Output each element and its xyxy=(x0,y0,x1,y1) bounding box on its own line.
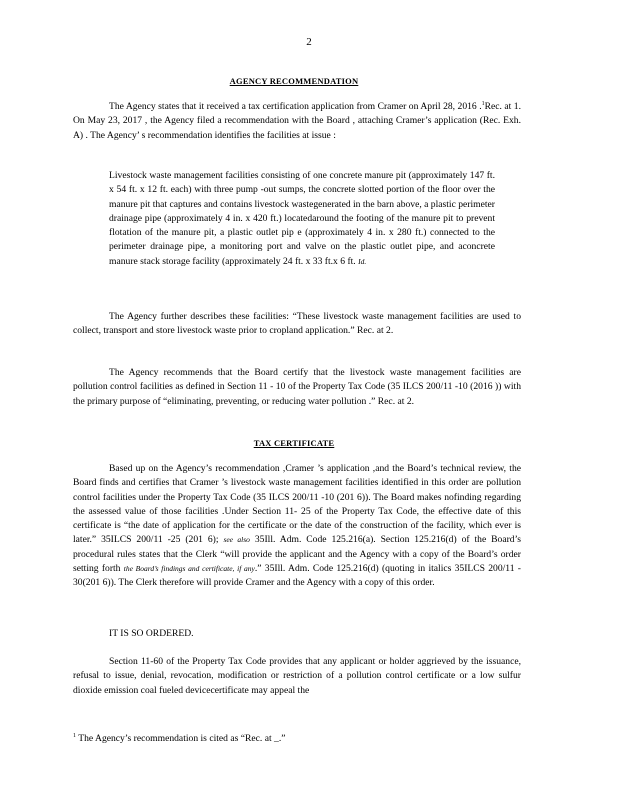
certificate-paragraph-3: Section 11-60 of the Property Tax Code provides that any applicant or holder aggrieved by the issuance, refusal to issue, denial, revocation, modification or restriction of a pollution control certificate or a low sulfur dioxide emission coal fueled devicecertificate may appeal the xyxy=(73,656,521,696)
block-quote-text: Livestock waste management facilities consisting of one concrete manure pit (approximately 147 ft. x 54 ft. x 12 ft. each) with three pump -out sumps, the concrete slotted portion of the floor over the manure pit that captures and contains livestock wastegenerated in the barn above, a plastic perimeter drainage pipe (approximately 4 in. x 420 ft.) locatedaround the footing of the manure pit to prevent flotation of the manure pit, a plastic outlet pip e (approximately 4 in. x 280 ft.) connected to the perimeter drainage pipe, a monitoring port and valve on the plastic outlet pipe, and aconcrete manure stack storage facility (approximately 24 ft. x 33 ft.x 6 ft. xyxy=(109,170,495,267)
cert-p1-see-also: see also xyxy=(223,535,250,545)
tax-certificate-heading-text: TAX CERTIFICATE xyxy=(253,438,335,448)
footnote-mark: 1 xyxy=(73,732,76,739)
footnote-reference: 1 xyxy=(481,100,485,107)
tax-certificate-heading xyxy=(0,438,618,448)
agency-recommendation-heading xyxy=(0,76,618,86)
certificate-paragraph-1 xyxy=(73,462,521,591)
agency-p1-text-a: The Agency states that it received a tax certification application from Cramer on April 28, 2016 . xyxy=(109,101,482,112)
agency-recommendation-heading-text: AGENCY RECOMMENDATION xyxy=(229,76,359,86)
cert-p1-text-b: 35Ill. Adm. Code 125.216(a). Section 125.216(d) of the Board’s procedural rules states that the Clerk “will provide the applicant and the Agency with a copy of the Board’s order setting forth xyxy=(73,534,521,575)
agency-paragraph-2: The Agency further describes these facilities: “These livestock waste management facilities are used to collect, transport and store livestock waste prior to cropland application.” Rec. at 2. xyxy=(73,311,521,337)
agency-paragraph-1 xyxy=(73,100,521,143)
cert-p1-text-c: .” 35Ill. Adm. Code 125.216(d) (quoting in italics 35ILCS 200/11 - 30(201 6)). The Clerk therefore will provide Cramer and the Agency with a copy of this order. xyxy=(73,563,521,589)
cert-p1-text-a: Based up on the Agency’s recommendation ,Cramer ’s application ,and the Board’s technical review, the Board finds and certifies that Cramer ’s livestock waste management facilities identified in this order are pollution control facilities under the Property Tax Code (35 ILCS 200/11 -10 (201 6)). The Board makes nofinding regarding the assessed value of those facilities .Under Section 11- 25 of the Property Tax Code, the effective date of this certificate is “the date of application for the certificate or the date of the construction of the facility, which ever is later.” 35ILCS 200/11 -25 (201 6); xyxy=(73,463,521,546)
block-quote-cite: Id. xyxy=(358,256,367,266)
agency-p1-text-b: Rec. at 1. On May 23, 2017 , the Agency filed a recommendation with the Board , attaching Cramer’s application (Rec. Exh. A) . The Agency’ s recommendation identifies the facilities at issue : xyxy=(73,101,521,141)
footnote-text: The Agency’s recommendation is cited as “Rec. at _.” xyxy=(78,733,286,744)
cert-p1-italic-quote: the Board’s findings and certificate, if any xyxy=(123,564,255,574)
agency-paragraph-3: The Agency recommends that the Board certify that the livestock waste management facilities are pollution control facilities as defined in Section 11 - 10 of the Property Tax Code (35 ILCS 200/11 -10 (2016 )) with the primary purpose of “eliminating, preventing, or reducing water pollution .” Rec. at 2. xyxy=(73,367,521,407)
so-ordered: IT IS SO ORDERED. xyxy=(109,628,194,639)
facility-block-quote xyxy=(109,169,495,269)
footnote xyxy=(73,733,521,745)
page-number: 2 xyxy=(306,36,312,48)
